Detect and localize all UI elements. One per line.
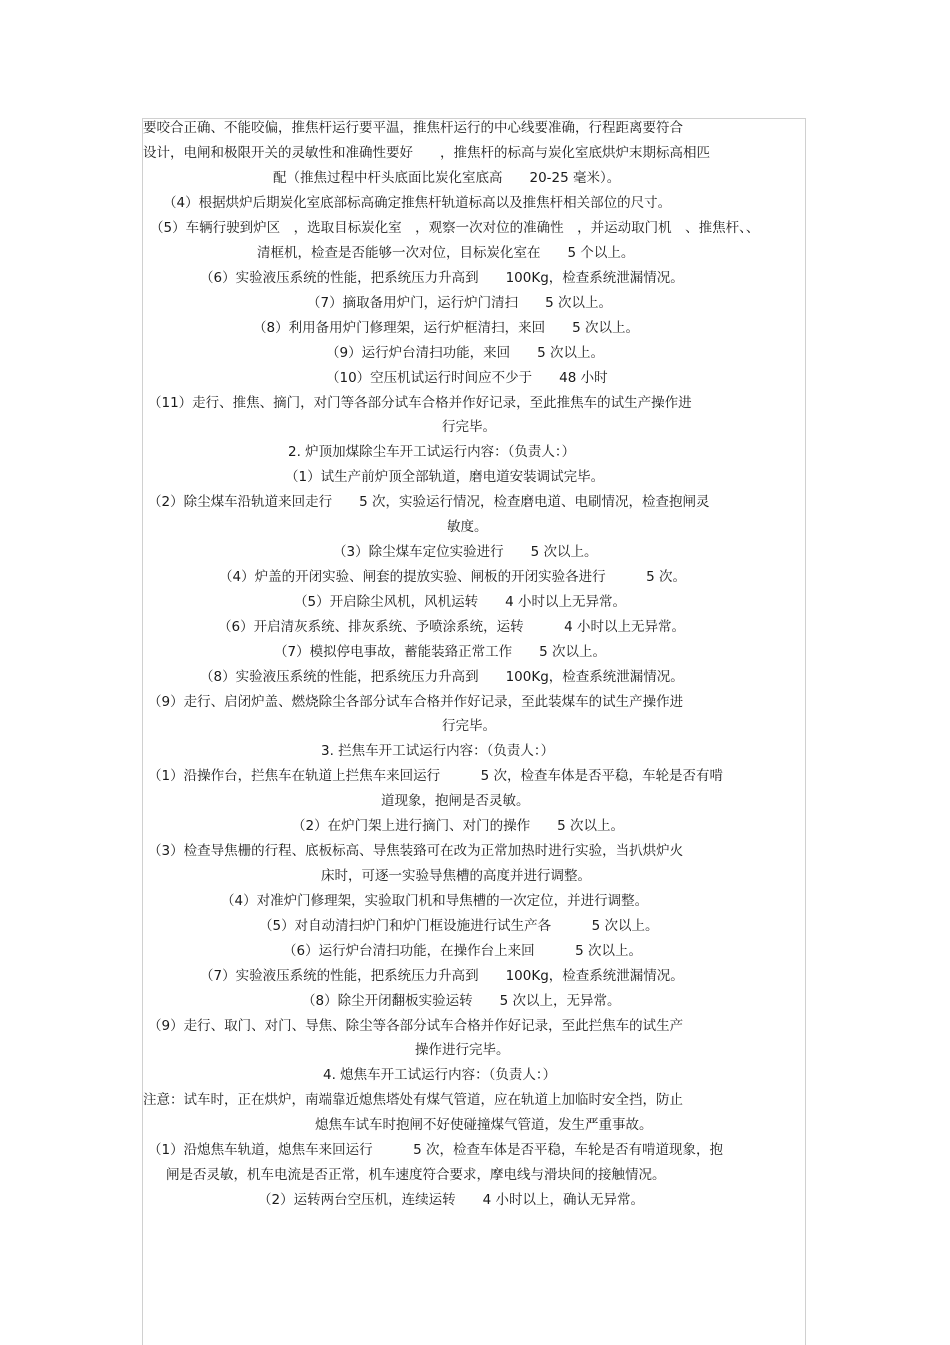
text-line: （11）走行、推焦、摘门，对门等各部分试车合格并作好记录，至此推焦车的试生产操作进 — [148, 395, 692, 411]
section-heading: 2. 炉顶加煤除尘车开工试运行内容：（负责人：） — [288, 444, 576, 460]
text-line: 床时，可逐一实验导焦槽的高度并进行调整。 — [321, 868, 591, 884]
section-heading: 3. 拦焦车开工试运行内容：（负责人：） — [321, 743, 555, 759]
text-line: （9）走行、启闭炉盖、燃烧除尘各部分试车合格并作好记录，至此装煤车的试生产操作进 — [148, 694, 684, 710]
text-line: （5）对自动清扫炉门和炉门框设施进行试生产各 5 次以上。 — [259, 918, 659, 934]
section-heading: 4. 熄焦车开工试运行内容：（负责人：） — [323, 1067, 557, 1083]
text-line: （1）沿熄焦车轨道，熄焦车来回运行 5 次，检查车体是否平稳，车轮是否有啃道现象，抱 — [148, 1142, 723, 1158]
text-line: （8）利用备用炉门修理架，运行炉框清扫，来回 5 次以上。 — [253, 320, 639, 336]
text-line: （6）实验液压系统的性能，把系统压力升高到 100Kg，检查系统泄漏情况。 — [200, 270, 684, 286]
text-line: 要咬合正确、不能咬偏，推焦杆运行要平温，推焦杆运行的中心线要准确，行程距离要符合 — [143, 120, 683, 136]
note-line: 熄焦车试车时抱闸不好使碰撞煤气管道，发生严重事故。 — [315, 1117, 653, 1133]
text-line: （6）运行炉台清扫功能，在操作台上来回 5 次以上。 — [283, 943, 642, 959]
text-line: 操作进行完毕。 — [415, 1042, 510, 1058]
text-line: 道现象，抱闸是否灵敏。 — [381, 793, 530, 809]
text-line: （8）实验液压系统的性能，把系统压力升高到 100Kg，检查系统泄漏情况。 — [200, 669, 684, 685]
text-line: （2）运转两台空压机，连续运转 4 小时以上，确认无异常。 — [258, 1192, 644, 1208]
note-line: 注意：试车时，正在烘炉，南端靠近熄焦塔处有煤气管道，应在轨道上加临时安全挡，防止 — [143, 1092, 683, 1108]
text-line: 敏度。 — [447, 519, 488, 535]
text-line: （7）实验液压系统的性能，把系统压力升高到 100Kg，检查系统泄漏情况。 — [200, 968, 684, 984]
text-line: （8）除尘开闭翻板实验运转 5 次以上，无异常。 — [302, 993, 621, 1009]
text-line: （9）运行炉台清扫功能，来回 5 次以上。 — [326, 345, 604, 361]
text-line: （5）车辆行驶到炉区 ，选取目标炭化室 ，观察一次对位的准确性 ，并运动取门机 、推焦杆、、 — [150, 220, 760, 236]
text-line: （2）在炉门架上进行摘门、对门的操作 5 次以上。 — [292, 818, 624, 834]
text-line: 配（推焦过程中杆头底面比炭化室底高 20-25 毫米）。 — [273, 170, 621, 186]
text-line: （7）摘取备用炉门，运行炉门清扫 5 次以上。 — [307, 295, 612, 311]
text-line: （3）检查导焦栅的行程、底板标高、导焦装臵可在改为正常加热时进行实验，当扒烘炉火 — [148, 843, 684, 859]
text-line: （5）开启除尘风机，风机运转 4 小时以上无异常。 — [294, 594, 626, 610]
text-line: （4）炉盖的开闭实验、闸套的提放实验、闸板的开闭实验各进行 5 次。 — [219, 569, 686, 585]
text-line: （9）走行、取门、对门、导焦、除尘等各部分试车合格并作好记录，至此拦焦车的试生产 — [148, 1018, 684, 1034]
text-line: （1）沿操作台，拦焦车在轨道上拦焦车来回运行 5 次，检查车体是否平稳，车轮是否有啃 — [148, 768, 723, 784]
text-line: （10）空压机试运行时间应不少于 48 小时 — [326, 370, 608, 386]
text-line: （1）试生产前炉顶全部轨道，磨电道安装调试完毕。 — [285, 469, 605, 485]
text-line: 清框机，检查是否能够一次对位，目标炭化室在 5 个以上。 — [257, 245, 635, 261]
text-line: （3）除尘煤车定位实验进行 5 次以上。 — [333, 544, 598, 560]
text-line: （2）除尘煤车沿轨道来回走行 5 次，实验运行情况，检查磨电道、电刷情况，检查抱闸灵 — [148, 494, 710, 510]
text-line: 行完毕。 — [442, 419, 496, 435]
text-line: 设计，电闸和极限开关的灵敏性和准确性要好 ，推焦杆的标高与炭化室底烘炉末期标高相匹 — [143, 145, 710, 161]
text-line: 闸是否灵敏，机车电流是否正常，机车速度符合要求，摩电线与滑块间的接触情况。 — [166, 1167, 666, 1183]
text-line: 行完毕。 — [442, 718, 496, 734]
text-line: （7）模拟停电事故，蓄能装臵正常工作 5 次以上。 — [274, 644, 606, 660]
text-line: （4）对准炉门修理架，实验取门机和导焦槽的一次定位，并进行调整。 — [221, 893, 649, 909]
text-line: （6）开启清灰系统、排灰系统、予喷涂系统，运转 4 小时以上无异常。 — [218, 619, 685, 635]
text-line: （4）根据烘炉后期炭化室底部标高确定推焦杆轨道标高以及推焦杆相关部位的尺寸。 — [163, 195, 672, 211]
